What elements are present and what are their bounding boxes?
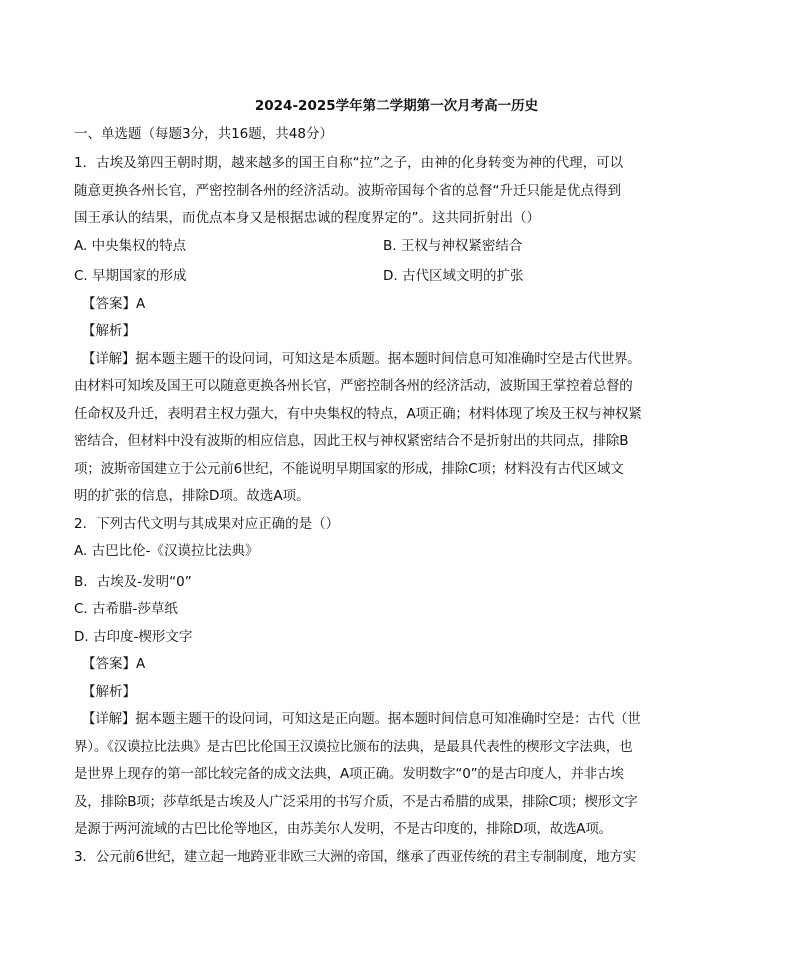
q2-analysis-label: 【解析】 bbox=[82, 683, 136, 700]
q2-answer: 【答案】A bbox=[82, 656, 146, 672]
q1-options-row-1 bbox=[74, 233, 672, 261]
section-heading: 一、单选题（每题3分，共16题，共48分） bbox=[74, 126, 333, 142]
q2-detail-line: 是世界上现存的第一部比较完备的成文法典，A项正确。发明数字“0”的是古印度人，并非古埃 bbox=[74, 766, 624, 782]
q1-answer: 【答案】A bbox=[82, 295, 146, 312]
q3-stem-line: 3．公元前6世纪，建立起一地跨亚非欧三大洲的帝国，继承了西亚传统的君主专制制度，地方实 bbox=[74, 848, 637, 865]
q2-stem-line: 2．下列古代文明与其成果对应正确的是（） bbox=[74, 515, 340, 532]
q1-options-row-2 bbox=[74, 263, 672, 291]
q2-option-d: D. 古印度-楔形文字 bbox=[74, 628, 193, 645]
q1-stem-line: 随意更换各州长官，严密控制各州的经济活动。波斯帝国每个省的总督“升迁只能是优点得到 bbox=[74, 182, 621, 199]
q2-detail-line: 界）。《汉谟拉比法典》是古巴比伦国王汉谟拉比颁布的法典，是最具代表性的楔形文字法典，也 bbox=[74, 738, 633, 755]
exam-title: 2024-2025学年第二学期第一次月考高一历史 bbox=[254, 98, 539, 114]
q1-stem-line: 1．古埃及第四王朝时期，越来越多的国王自称“拉”之子，由神的化身转变为神的代理，可以 bbox=[74, 155, 624, 171]
q1-detail-line: 密结合，但材料中没有波斯的相应信息，因此王权与神权紧密结合不是折射出的共同点，排除B bbox=[74, 433, 629, 449]
question-list bbox=[74, 150, 672, 871]
q1-analysis-label: 【解析】 bbox=[82, 323, 136, 339]
q1-option-c: C. 早期国家的形成 bbox=[74, 268, 187, 284]
q1-option-b: B. 王权与神权紧密结合 bbox=[383, 237, 523, 254]
q1-detail-line: 任命权及升迁，表明君主权力强大，有中央集权的特点，A项正确；材料体现了埃及王权与神权紧 bbox=[74, 405, 642, 422]
q2-option-b: B．古埃及-发明“0” bbox=[74, 573, 192, 590]
q2-detail-line: 是源于两河流域的古巴比伦等地区，由苏美尔人发明，不是古印度的，排除D项，故选A项。 bbox=[74, 821, 612, 837]
q1-detail-line: 【详解】据本题主题干的设问词，可知这是本质题。据本题时间信息可知准确时空是古代世界。 bbox=[82, 350, 641, 367]
q2-detail-line: 及，排除B项；莎草纸是古埃及人广泛采用的书写介质，不是古希腊的成果，排除C项；楔形文字 bbox=[74, 793, 638, 810]
q2-option-a: A. 古巴比伦-《汉谟拉比法典》 bbox=[74, 543, 259, 559]
q1-option-a: A. 中央集权的特点 bbox=[74, 237, 187, 254]
q1-stem-line: 国王承认的结果，而优点本身又是根据忠诚的程度界定的”。这共同折射出（） bbox=[74, 210, 540, 226]
q2-detail-line: 【详解】据本题主题干的设问词，可知这是正向题。据本题时间信息可知准确时空是：古代（世 bbox=[82, 711, 641, 727]
q1-detail-line: 由材料可知埃及国王可以随意更换各州长官，严密控制各州的经济活动，波斯国王掌控着总督的 bbox=[74, 378, 633, 394]
q1-detail-line: 项；波斯帝国建立于公元前6世纪，不能说明早期国家的形成，排除C项；材料没有古代区域文 bbox=[74, 460, 624, 477]
q1-option-d: D. 古代区域文明的扩张 bbox=[383, 268, 524, 284]
q2-option-c: C. 古希腊-莎草纸 bbox=[74, 601, 178, 617]
q1-detail-line: 明的扩张的信息，排除D项。故选A项。 bbox=[74, 488, 310, 504]
